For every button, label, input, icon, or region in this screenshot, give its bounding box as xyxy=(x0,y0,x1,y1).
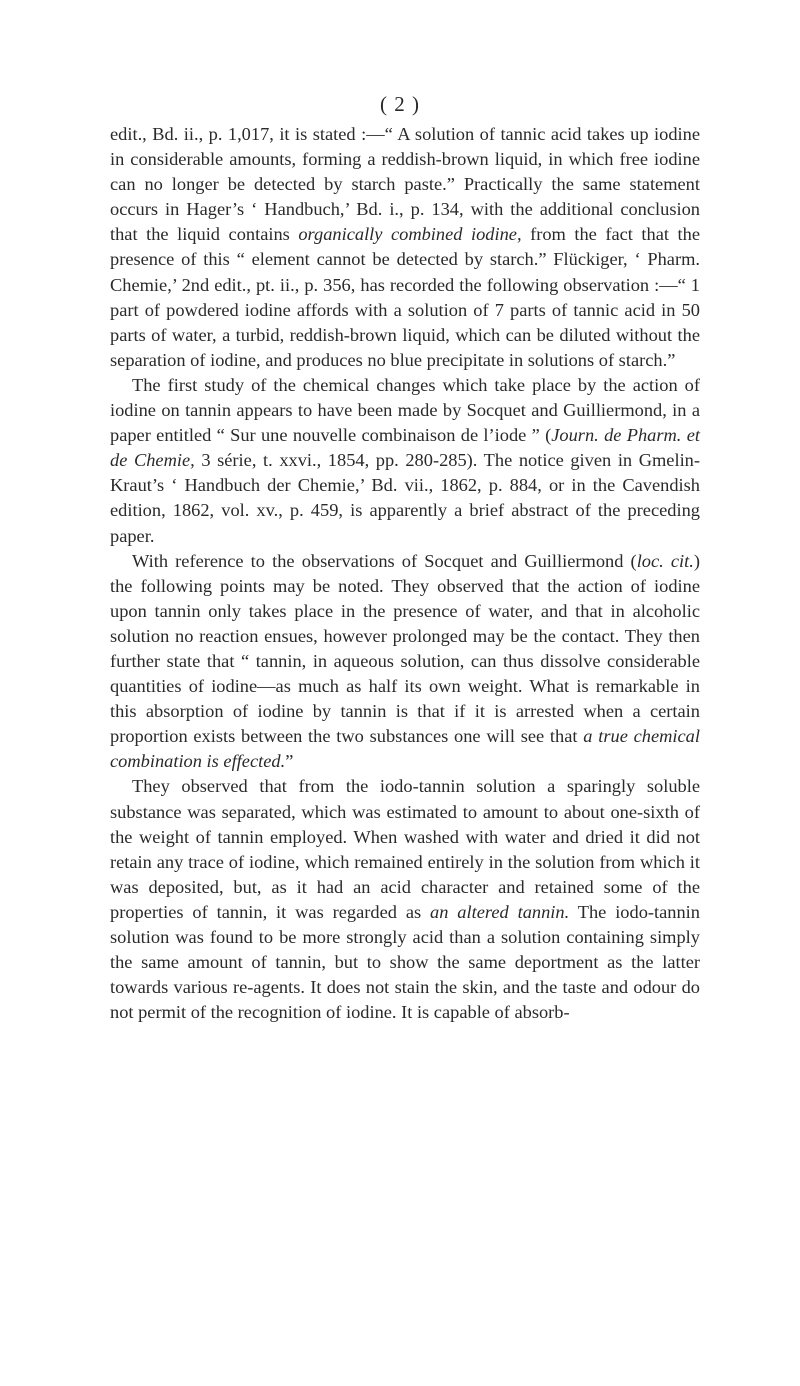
body-text xyxy=(110,122,700,1025)
text-run: With reference to the observations of Socquet and Guilliermond ( xyxy=(132,550,637,571)
italic-text-run: loc. cit. xyxy=(636,550,694,571)
paragraph xyxy=(110,549,700,775)
text-run: The iodo-tannin solution was found to be more strongly acid than a solution containing simply the same amount of tannin, but to show the same deportment as the latter towards various re-agents. It does not stain the skin, and the taste and odour do not permit of the recognition of iodine. It is capable of absorb- xyxy=(110,901,700,1023)
paragraph xyxy=(110,122,700,373)
page-number: ( 2 ) xyxy=(380,92,420,116)
text-run: from the fact that the presence of this “ element cannot be detected by starch.” Flückiger, ‘ Pharm. Chemie,’ 2nd edit., pt. ii., p. 356, has recorded the following observation :—“ 1 part of powdered iodine affords with a solution of 7 parts of tannic acid in 50 parts of water, a turbid, reddish-brown liquid, which can be diluted without the separation of iodine, and produces no blue precipitate in solutions of starch.” xyxy=(110,224,700,370)
text-run: ” xyxy=(285,751,294,772)
text-run: 3 série, t. xxvi., 1854, pp. 280-285). The notice given in Gmelin-Kraut’s ‘ Handbuch der Chemie,’ Bd. vii., 1862, p. 884, or in the Cavendish edition, 1862, vol. xv., p. 459, is apparently a brief abstract of the preceding paper. xyxy=(110,450,700,546)
italic-text-run: a true chemical combination is effected. xyxy=(110,726,700,772)
text-run: The first study of the chemical changes which take place by the action of iodine on tannin appears to have been made by Socquet and Guilliermond, in a paper entitled “ Sur une nouvelle combinaison de l’iode ” ( xyxy=(110,374,700,446)
text-run: They observed that from the iodo-tannin solution a sparingly soluble substance was separated, which was estimated to amount to about one-sixth of the weight of tannin employed. When washed with water and dried it did not retain any trace of iodine, which remained entirely in the solution from which it was deposited, but, as it had an acid character and retained some of the properties of tannin, it was regarded as xyxy=(110,776,700,922)
italic-text-run: organically combined iodine, xyxy=(298,224,522,245)
paragraph xyxy=(110,373,700,549)
text-run: edit., Bd. ii., p. 1,017, it is stated :—“ A solution of tannic acid takes up iodine in considerable amounts, forming a reddish-brown liquid, in which free iodine can no longer be detected by starch paste.” Practically the same statement occurs in Hager’s ‘ Handbuch,’ Bd. i., p. 134, with the additional conclusion that the liquid contains xyxy=(110,124,700,245)
paragraph xyxy=(110,774,700,1025)
italic-text-run: Journ. de Pharm. et de Chemie, xyxy=(110,425,700,471)
text-run: ) the following points may be noted. They observed that the action of iodine upon tannin only takes place in the presence of water, and that in alcoholic solution no reaction ensues, however prolonged may be the contact. They then further state that “ tannin, in aqueous solution, can thus dissolve considerable quantities of iodine—as much as half its own weight. What is remarkable in this absorption of iodine by tannin is that if it is arrested when a certain proportion exists between the two substances one will see that xyxy=(110,550,700,747)
italic-text-run: an altered tannin. xyxy=(430,901,570,922)
